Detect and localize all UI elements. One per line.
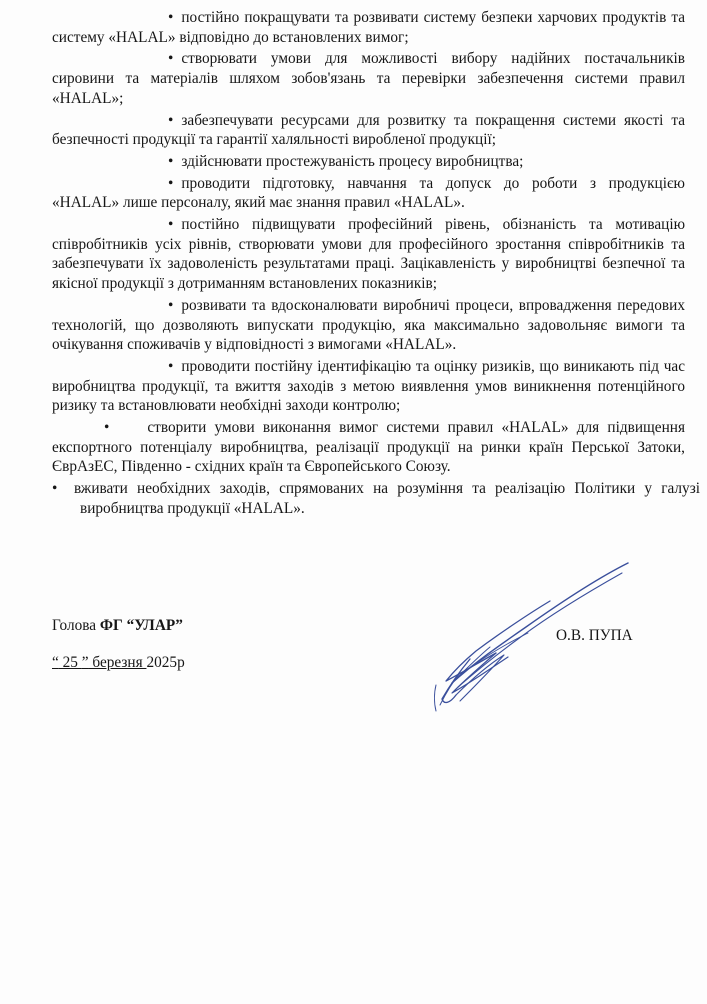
bullet-icon: • <box>168 9 174 26</box>
signing-date: “ 25 ” березня 2025р <box>52 654 185 671</box>
bullet-icon: • <box>168 152 174 170</box>
bullet-icon: • <box>168 216 174 234</box>
list-item: • забезпечувати ресурсами для розвитку та покращення системи якості та безпечності продукції та гарантії халяльності виробленої продукції; <box>52 111 685 149</box>
list-item: • створювати умови для можливості вибору надійних постачальників сировини та матеріалів шляхом зобов'язань та перевірки забезпечення системи правил «HALAL»; <box>52 50 685 107</box>
list-item: • вживати необхідних заходів, спрямованих на розуміння та реалізацію Політики у галузі виробництва продукції «HALAL». <box>52 480 700 517</box>
date-year: 2025р <box>146 654 185 671</box>
organization-name: ФГ “УЛАР” <box>99 617 183 634</box>
list-item: • постійно підвищувати професійний рівень, обізнаність та мотивацію співробітників усіх рівнів, створювати умови для професійного зростання співробітників та забезпечувати їх задоволеність результатами праці. Зацікавленість у виробництві безпечної та якісної продукції з дотриманням встановлених показників; <box>52 216 685 293</box>
list-item: • проводити підготовку, навчання та допуск до роботи з продукцією «HALAL» лише персоналу, який має знання правил «HALAL». <box>52 174 685 212</box>
signatory-title <box>52 616 183 635</box>
list-item: • постійно покращувати та розвивати систему безпеки харчових продуктів та систему «HALAL» відповідно до встановлених вимог; <box>52 9 685 46</box>
date-day: 25 <box>58 654 82 671</box>
bullet-icon: • <box>104 419 110 437</box>
bullet-icon: • <box>168 174 174 192</box>
policy-list <box>52 8 700 521</box>
list-item: • здійснювати простежуваність процесу виробництва; <box>52 152 685 172</box>
bullet-icon: • <box>168 296 174 314</box>
signatory-name: О.В. ПУПА <box>556 627 633 644</box>
bullet-icon: • <box>168 50 174 68</box>
bullet-icon: • <box>168 111 174 129</box>
bullet-icon: • <box>168 357 174 375</box>
list-item: • розвивати та вдосконалювати виробничі процеси, впровадження передових технологій, що дозволяють випускати продукцію, яка максимально задовольняє вимоги та очікування споживачів у відповідності з вимогами «HALAL». <box>52 296 685 354</box>
list-item: • створити умови виконання вимог системи правил «HALAL» для підвищення експортного потенціалу виробництва, реалізації продукції на ринки країн Перської Затоки, ЄврАзЕС, Південно - східних країн та Європейського Союзу. <box>52 419 685 476</box>
position-label: Голова <box>52 617 100 634</box>
handwritten-signature <box>430 555 640 715</box>
date-month: березня <box>88 654 147 671</box>
list-item: • проводити постійну ідентифікацію та оцінку ризиків, що виникають під час виробництва продукції, та вжиття заходів з метою виявлення умов виникнення потенційного ризику та встановлювати необхідні заходи контролю; <box>52 357 685 415</box>
